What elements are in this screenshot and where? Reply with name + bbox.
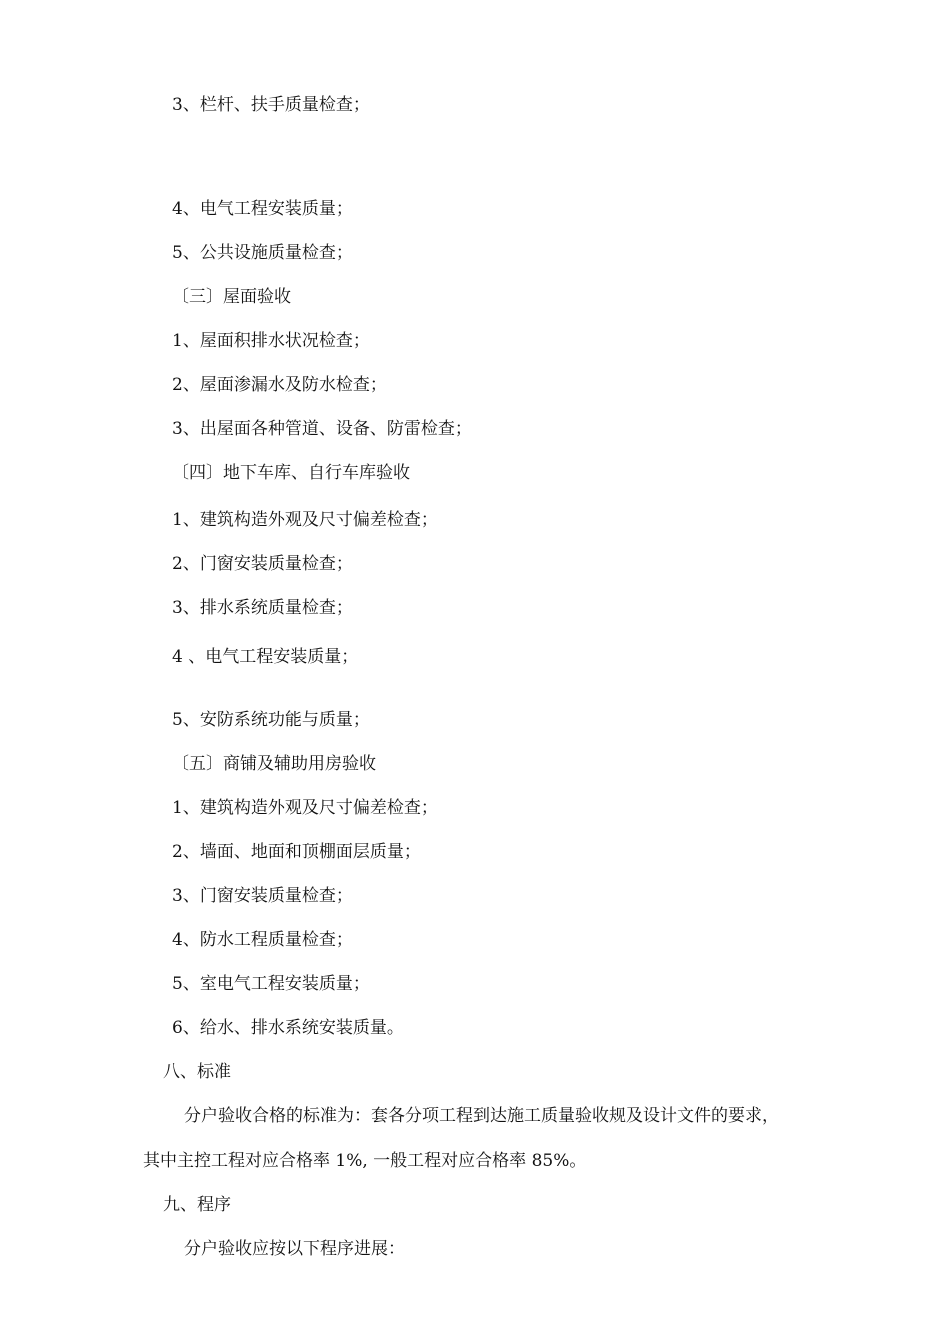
list-item-structure-appearance: 1、建筑构造外观及尺寸偏差检查；: [172, 510, 438, 530]
list-item-drainage-system: 3、排水系统质量检查；: [172, 598, 353, 618]
list-item-roof-pipes: 3、出屋面各种管道、设备、防雷检查；: [172, 419, 472, 439]
list-item-public-facilities: 5、公共设施质量检查；: [172, 243, 353, 263]
list-item-electrical-quality: 4、电气工程安装质量；: [172, 199, 353, 219]
paragraph-standard-continued: 其中主控工程对应合格率 1%, 一般工程对应合格率 85%。: [143, 1151, 587, 1171]
list-item-garage-electrical: 4 、电气工程安装质量；: [172, 647, 359, 667]
list-item-water-supply-drainage: 6、给水、排水系统安装质量。: [172, 1018, 404, 1038]
list-item-security-system: 5、安防系统功能与质量；: [172, 710, 370, 730]
list-item-indoor-electrical: 5、室电气工程安装质量；: [172, 974, 370, 994]
section-heading-garage: 〔四〕地下车库、自行车库验收: [172, 463, 410, 483]
section-heading-standard: 八、标准: [163, 1062, 231, 1082]
list-item-shop-door-window: 3、门窗安装质量检查；: [172, 886, 353, 906]
list-item-railing-check: 3、栏杆、扶手质量检查；: [172, 95, 370, 115]
section-heading-shops: 〔五〕商铺及辅助用房验收: [172, 754, 376, 774]
list-item-waterproofing: 4、防水工程质量检查；: [172, 930, 353, 950]
paragraph-standard: 分户验收合格的标准为：套各分项工程到达施工质量验收规及设计文件的要求，: [184, 1106, 779, 1126]
list-item-door-window: 2、门窗安装质量检查；: [172, 554, 353, 574]
section-heading-roof: 〔三〕屋面验收: [172, 287, 291, 307]
list-item-roof-drainage: 1、屋面积排水状况检查；: [172, 331, 370, 351]
list-item-roof-leakage: 2、屋面渗漏水及防水检查；: [172, 375, 387, 395]
list-item-wall-floor-ceiling: 2、墙面、地面和顶棚面层质量；: [172, 842, 421, 862]
list-item-shop-structure: 1、建筑构造外观及尺寸偏差检查；: [172, 798, 438, 818]
section-heading-procedure: 九、程序: [163, 1195, 231, 1215]
paragraph-procedure: 分户验收应按以下程序进展：: [184, 1239, 405, 1259]
